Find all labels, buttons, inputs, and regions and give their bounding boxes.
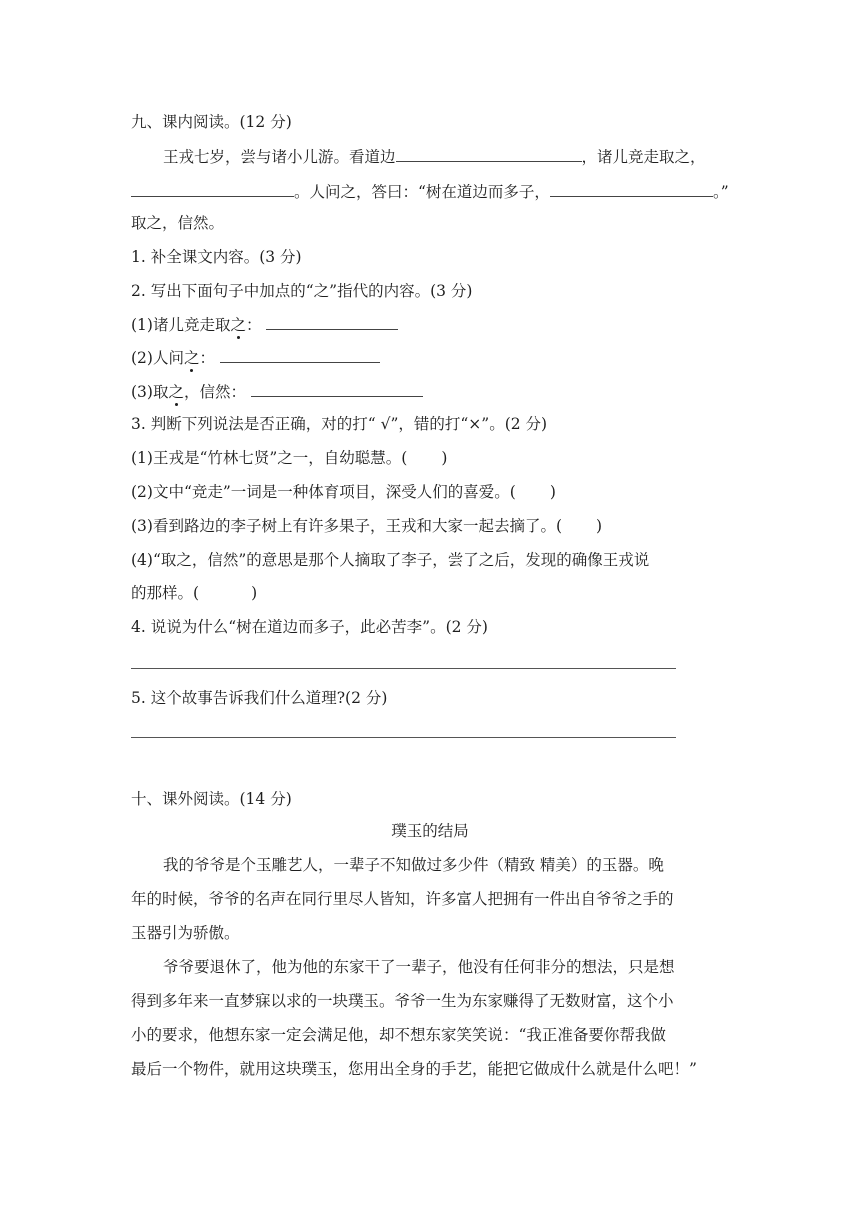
article-line: 最后一个物件，就用这块璞玉，您用出全身的手艺，能把它做成什么就是什么吧！” xyxy=(131,1060,697,1078)
q2-item-3 xyxy=(131,380,423,402)
passage-text: 。” xyxy=(712,183,729,201)
question-2: 2. 写出下面句子中加点的“之”指代的内容。(3 分) xyxy=(131,282,473,300)
passage-text: 。人问之，答曰：“树在道边而多子， xyxy=(294,183,550,201)
dotted-char: 之 xyxy=(230,316,246,334)
question-1: 1. 补全课文内容。(3 分) xyxy=(131,248,302,266)
q3-item-4-cont xyxy=(131,583,257,603)
question-5: 5. 这个故事告诉我们什么道理?(2 分) xyxy=(131,689,388,707)
q2-item-text: (2)人问 xyxy=(131,349,184,367)
q3-item-text: (1)王戎是“竹林七贤”之一，自幼聪慧。( xyxy=(131,449,408,467)
fill-blank[interactable] xyxy=(550,180,713,197)
q3-item-4: (4)“取之，信然”的意思是那个人摘取了李子，尝了之后，发现的确像王戎说 xyxy=(131,551,650,569)
q3-item-text: 的那样。( xyxy=(131,584,200,602)
section-heading: 十、课外阅读。(14 分) xyxy=(131,790,292,808)
q3-item-text: (3)看到路边的李子树上有许多果子，王戎和大家一起去摘了。( xyxy=(131,517,563,535)
q2-item-text: ： xyxy=(199,349,215,367)
article-line: 小的要求，他想东家一定会满足他，却不想东家笑笑说：“我正准备要你帮我做 xyxy=(131,1026,666,1044)
article-line: 年的时候，爷爷的名声在同行里尽人皆知，许多富人把拥有一件出自爷爷之手的 xyxy=(131,890,674,908)
q2-item-1 xyxy=(131,313,398,335)
q2-item-text: (1)诸儿竞走取 xyxy=(131,316,231,334)
fill-blank[interactable] xyxy=(396,145,582,162)
answer-line[interactable] xyxy=(131,737,676,738)
q2-item-text: ： xyxy=(245,316,262,334)
q3-item-1 xyxy=(131,448,447,468)
article-line: 玉器引为骄傲。 xyxy=(131,924,240,942)
passage-line xyxy=(131,180,729,202)
fill-blank[interactable] xyxy=(131,180,294,197)
passage-text: 王戎七岁，尝与诸小儿游。看道边 xyxy=(163,148,396,166)
answer-blank[interactable] xyxy=(266,313,398,330)
article-line: 我的爷爷是个玉雕艺人，一辈子不知做过多少件（精致 精美）的玉器。晚 xyxy=(163,856,664,874)
q3-item-text: (2)文中“竞走”一词是一种体育项目，深受人们的喜爱。( xyxy=(131,483,516,501)
answer-blank[interactable] xyxy=(251,380,423,397)
q2-item-text: (3)取 xyxy=(131,383,169,401)
dotted-char: 之 xyxy=(168,383,184,401)
passage-text: ，诸儿竞走取之， xyxy=(581,148,706,166)
q3-item-2 xyxy=(131,482,556,502)
q2-item-2 xyxy=(131,346,380,368)
q3-item-3 xyxy=(131,516,602,536)
section-heading: 九、课内阅读。(12 分) xyxy=(131,113,292,131)
passage-line xyxy=(163,145,706,167)
dotted-char: 之 xyxy=(183,349,200,367)
article-title: 璞玉的结局 xyxy=(391,822,469,840)
answer-line[interactable] xyxy=(131,668,676,669)
close-paren: ) xyxy=(549,483,556,501)
answer-blank[interactable] xyxy=(220,346,380,363)
article-line: 爷爷要退休了，他为他的东家干了一辈子，他没有任何非分的想法，只是想 xyxy=(163,958,675,976)
close-paren: ) xyxy=(441,449,448,467)
close-paren: ) xyxy=(251,584,258,602)
close-paren: ) xyxy=(596,517,603,535)
article-line: 得到多年来一直梦寐以求的一块璞玉。爷爷一生为东家赚得了无数财富，这个小 xyxy=(131,992,674,1010)
q2-item-text: ，信然： xyxy=(183,383,246,401)
question-4: 4. 说说为什么“树在道边而多子，此必苦李”。(2 分) xyxy=(131,618,488,636)
question-3: 3. 判断下列说法是否正确，对的打“ √”，错的打“×”。(2 分) xyxy=(131,415,548,433)
passage-line: 取之，信然。 xyxy=(131,214,225,232)
